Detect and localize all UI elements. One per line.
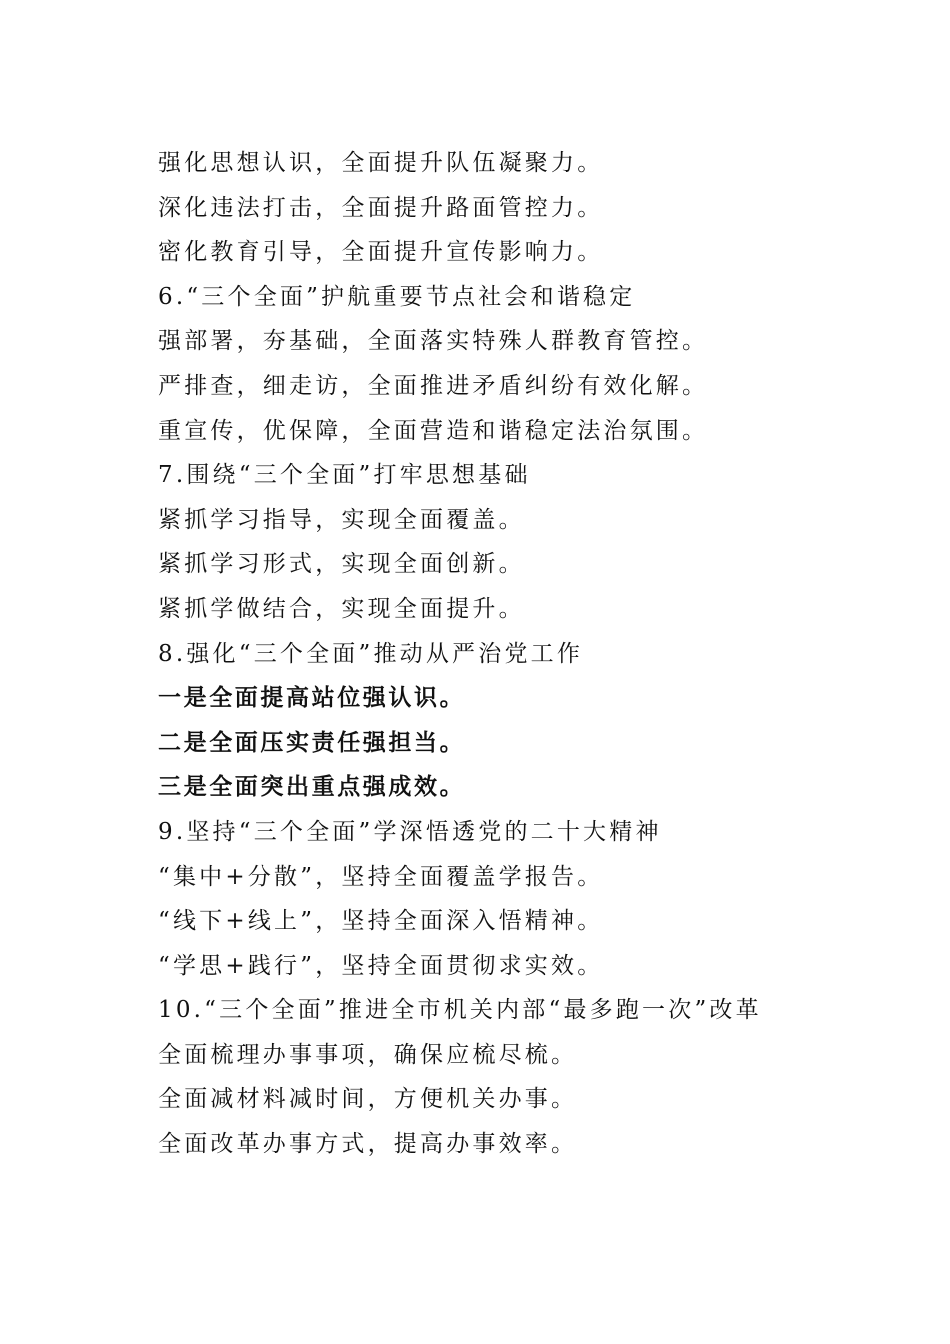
text-line: 7.围绕“三个全面”打牢思想基础 [158, 462, 531, 489]
text-line: 全面梳理办事事项，确保应梳尽梳。 [158, 1041, 578, 1068]
text-line: 重宣传，优保障，全面营造和谐稳定法治氛围。 [158, 417, 709, 444]
bold-text-line: 一是全面提高站位强认识。 [158, 685, 466, 712]
text-line: 全面改革办事方式，提高办事效率。 [158, 1131, 578, 1158]
text-line: 紧抓学做结合，实现全面提升。 [158, 595, 525, 622]
text-line: 10.“三个全面”推进全市机关内部“最多跑一次”改革 [158, 997, 762, 1024]
text-line: 8.强化“三个全面”推动从严治党工作 [158, 640, 584, 667]
text-line: 紧抓学习形式，实现全面创新。 [158, 551, 525, 578]
bold-text-line: 三是全面突出重点强成效。 [158, 774, 466, 801]
text-line: “线下+线上”，坚持全面深入悟精神。 [158, 908, 604, 935]
text-line: 紧抓学习指导，实现全面覆盖。 [158, 506, 525, 533]
text-line: “集中+分散”，坚持全面覆盖学报告。 [158, 863, 604, 890]
text-line: 6.“三个全面”护航重要节点社会和谐稳定 [158, 283, 636, 310]
text-line: 密化教育引导，全面提升宣传影响力。 [158, 239, 604, 266]
text-line: 强化思想认识，全面提升队伍凝聚力。 [158, 150, 604, 176]
bold-text-line: 二是全面压实责任强担当。 [158, 729, 466, 756]
text-line: 深化违法打击，全面提升路面管控力。 [158, 194, 604, 221]
document-body [158, 141, 858, 1167]
text-line: 强部署，夯基础，全面落实特殊人群教育管控。 [158, 328, 709, 355]
text-line: 9.坚持“三个全面”学深悟透党的二十大精神 [158, 818, 662, 845]
text-line: 严排查，细走访，全面推进矛盾纠纷有效化解。 [158, 372, 709, 399]
text-line: “学思+践行”，坚持全面贯彻求实效。 [158, 952, 604, 979]
text-line: 全面减材料减时间，方便机关办事。 [158, 1086, 578, 1113]
